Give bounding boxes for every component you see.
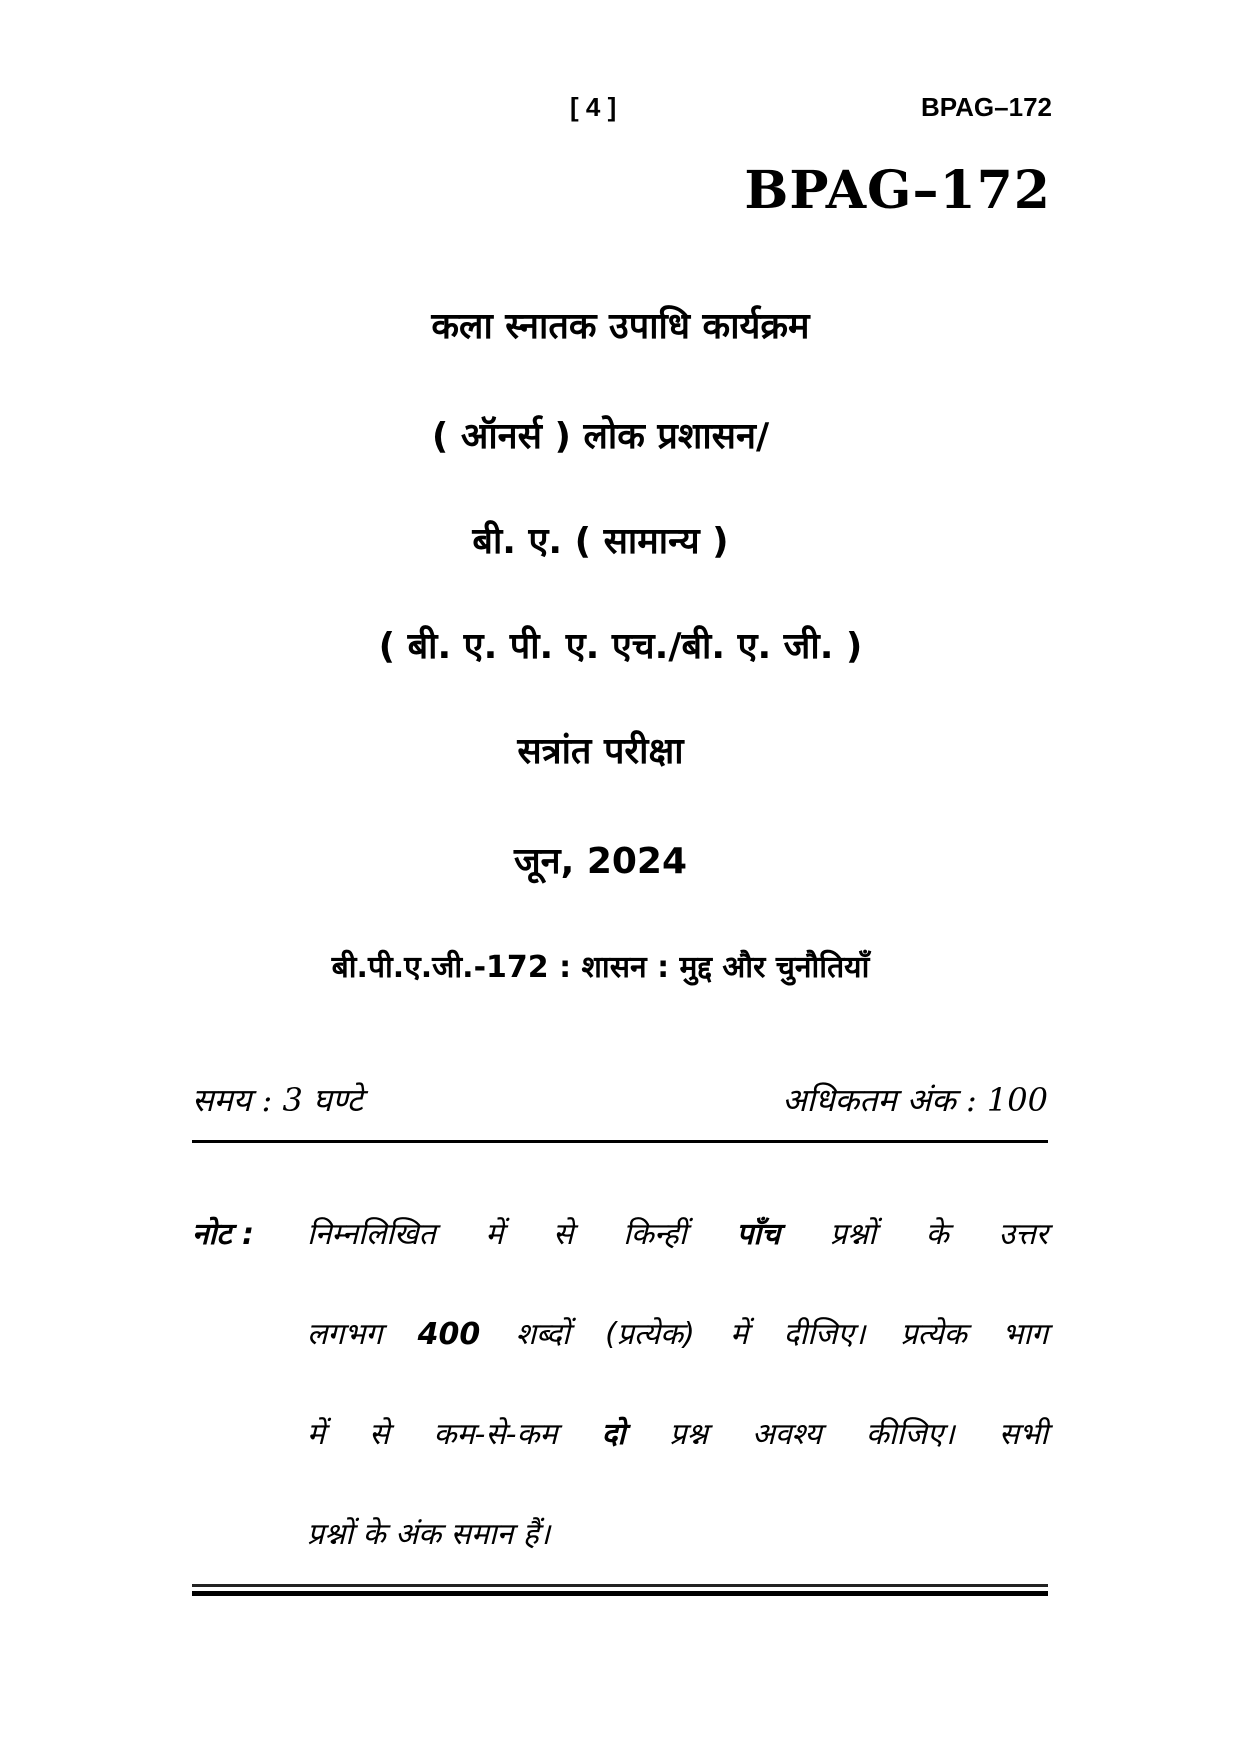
double-rule-top <box>192 1584 1048 1587</box>
divider-rule <box>192 1140 1048 1143</box>
programme-title: कला स्नातक उपाधि कार्यक्रम <box>431 306 810 347</box>
note-body <box>307 1212 1048 1612</box>
page-number: [ 4 ] <box>570 92 617 122</box>
note-line-4: प्रश्नों के अंक समान हैं। <box>307 1517 551 1552</box>
note-emphasis: दो <box>601 1417 626 1452</box>
note-text: प्रश्न अवश्य कीजिए। सभी <box>669 1417 1048 1452</box>
note-label: नोट : <box>192 1217 254 1252</box>
note-text: में से कम-से-कम <box>307 1417 558 1452</box>
note-line-2 <box>307 1312 1048 1412</box>
double-rule-bottom <box>192 1591 1048 1596</box>
programme-abbreviation: ( बी. ए. पी. ए. एच./बी. ए. जी. ) <box>378 626 863 667</box>
note-line-1 <box>307 1212 1048 1312</box>
note-text: निम्नलिखित में से किन्हीं <box>307 1217 687 1252</box>
maximum-marks: अधिकतम अंक : 100 <box>782 1081 1048 1119</box>
exam-session: जून, 2024 <box>513 841 688 882</box>
note-text: शब्दों (प्रत्येक) में दीजिए। प्रत्येक भाग <box>515 1317 1048 1352</box>
exam-type: सत्रांत परीक्षा <box>517 731 684 772</box>
header-course-code: BPAG–172 <box>920 92 1052 122</box>
paper-title: बी.पी.ए.जी.-172 : शासन : मुद्द और चुनौतियाँ <box>331 950 870 985</box>
exam-meta-row <box>192 1078 1048 1121</box>
note-text: प्रश्नों के उत्तर <box>830 1217 1049 1252</box>
honours-subtitle: ( ऑनर्स ) लोक प्रशासन/ <box>431 416 770 457</box>
note-text: लगभग <box>307 1317 383 1352</box>
note-emphasis: 400 <box>417 1317 481 1352</box>
note-emphasis: पाँच <box>736 1217 781 1252</box>
time-allowed: समय : 3 घण्टे <box>192 1081 363 1119</box>
note-line-3 <box>307 1412 1048 1512</box>
general-subtitle: बी. ए. ( सामान्य ) <box>472 521 729 562</box>
course-code-title: BPAG–172 <box>744 160 1051 221</box>
